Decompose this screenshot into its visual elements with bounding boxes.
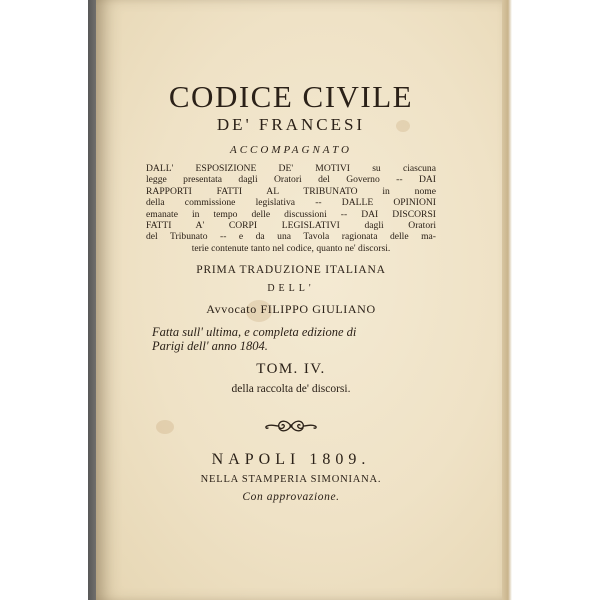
book-subtitle: DE' FRANCESI	[216, 115, 366, 134]
description-block	[146, 163, 436, 254]
approval-line: Con approvazione.	[242, 491, 340, 504]
printer-line: NELLA STAMPERIA SIMONIANA.	[200, 474, 382, 486]
description-line: del Tribunato -- e da una Tavola ragionata delle ma-	[146, 231, 436, 243]
dell-line: DELL'	[267, 283, 315, 295]
description-line: della commissione legislativa -- DALLE OPINIONI	[146, 197, 436, 209]
description-line: DALL' ESPOSIZIONE DE' MOTIVI su ciascuna	[146, 163, 436, 174]
description-line: emanate in tempo delle discussioni -- DAI DISCORSI	[146, 208, 436, 220]
title-page-text	[146, 78, 436, 504]
page-edge	[502, 0, 512, 600]
translation-line: PRIMA TRADUZIONE ITALIANA	[196, 264, 386, 277]
description-line: FATTI A' CORPI LEGISLATIVI dagli Oratori	[146, 220, 436, 232]
accompanied-line: ACCOMPAGNATO	[230, 144, 352, 156]
author-line: Avvocato FILIPPO GIULIANO	[206, 302, 376, 317]
edition-note	[146, 325, 436, 353]
printers-ornament-icon	[263, 418, 319, 434]
edition-line: Fatta sull' ultima, e completa edizione di	[152, 325, 357, 340]
tome-number: TOM. IV.	[256, 361, 326, 378]
edition-line: Parigi dell' anno 1804.	[152, 339, 268, 354]
collection-line: della raccolta de' discorsi.	[231, 383, 351, 396]
description-line: legge presentata dagli Oratori del Governo -- DAI	[146, 174, 436, 186]
book-title: CODICE CIVILE	[168, 79, 414, 114]
description-line: terie contenute tanto nel codice, quanto ne' discorsi.	[191, 242, 391, 254]
place-and-date: NAPOLI 1809.	[211, 451, 371, 469]
description-line: RAPPORTI FATTI AL TRIBUNATO in nome	[146, 185, 436, 197]
